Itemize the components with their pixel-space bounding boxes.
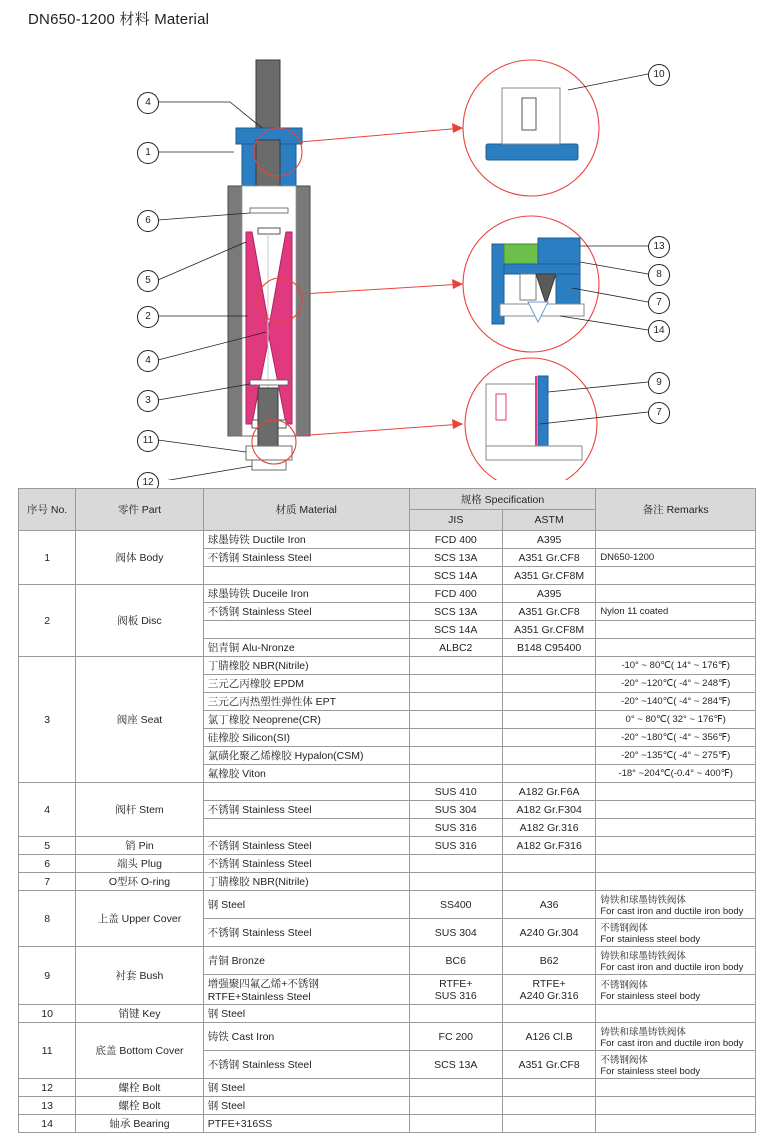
cell-material: 球墨铸铁 Duceile Iron	[203, 585, 409, 603]
cell-remarks: -20° ~180℃( -4° ~ 356℉)	[596, 729, 756, 747]
table-row	[19, 657, 756, 675]
cell-spec-astm	[502, 711, 595, 729]
cell-spec-astm	[502, 1079, 595, 1097]
cell-spec-jis	[409, 1115, 502, 1133]
detail-bot-body	[486, 384, 538, 446]
cell-spec-astm	[502, 675, 595, 693]
cell-spec-jis: RTFE+ SUS 316	[409, 975, 502, 1005]
cell-spec-astm	[502, 765, 595, 783]
callout-13[interactable]: 13	[648, 236, 670, 258]
cell-material: 青铜 Bronze	[203, 947, 409, 975]
cell-spec-astm	[502, 657, 595, 675]
callout-9[interactable]: 9	[648, 372, 670, 394]
cell-material: 钢 Steel	[203, 1079, 409, 1097]
detail-mid-stem	[536, 274, 556, 304]
cell-material: 三元乙丙橡胶 EPDM	[203, 675, 409, 693]
stem-upper	[256, 140, 280, 190]
cell-no: 6	[19, 855, 76, 873]
table-row	[19, 1005, 756, 1023]
cell-spec-jis: SUS 316	[409, 819, 502, 837]
cell-material: 不锈钢 Stainless Steel	[203, 837, 409, 855]
cell-spec-astm: A351 Gr.CF8	[502, 603, 595, 621]
cell-remarks	[596, 1005, 756, 1023]
cell-spec-jis: SCS 13A	[409, 603, 502, 621]
pin-detail	[250, 380, 288, 385]
cell-material: 氟橡胶 Viton	[203, 765, 409, 783]
cell-part: 衬套 Bush	[76, 947, 204, 1005]
cell-remarks	[596, 1079, 756, 1097]
cell-spec-jis: SUS 410	[409, 783, 502, 801]
cell-spec-jis: FCD 400	[409, 585, 502, 603]
cell-spec-jis: BC6	[409, 947, 502, 975]
cell-spec-jis	[409, 1005, 502, 1023]
cell-remarks	[596, 1097, 756, 1115]
cell-part: 阀板 Disc	[76, 585, 204, 657]
callout-2[interactable]: 2	[137, 306, 159, 328]
cell-spec-astm: A182 Gr.F6A	[502, 783, 595, 801]
cell-no: 10	[19, 1005, 76, 1023]
cell-remarks: -20° ~140℃( -4° ~ 284℉)	[596, 693, 756, 711]
cell-spec-jis: FC 200	[409, 1023, 502, 1051]
cell-spec-astm: A182 Gr.F304	[502, 801, 595, 819]
th-remarks: 备注 Remarks	[596, 489, 756, 531]
cell-part: 上盖 Upper Cover	[76, 891, 204, 947]
cell-material: 不锈钢 Stainless Steel	[203, 919, 409, 947]
th-part: 零件 Part	[76, 489, 204, 531]
th-no: 序号 No.	[19, 489, 76, 531]
detail-top-key	[522, 98, 536, 130]
callout-8[interactable]: 8	[648, 264, 670, 286]
th-spec: 规格 Specification	[409, 489, 596, 510]
cell-spec-astm	[502, 747, 595, 765]
table-row	[19, 1115, 756, 1133]
cell-remarks	[596, 639, 756, 657]
cell-part: 销键 Key	[76, 1005, 204, 1023]
cell-spec-jis: SUS 304	[409, 919, 502, 947]
plug-detail	[250, 208, 288, 213]
cell-material: 铝青铜 Alu-Nronze	[203, 639, 409, 657]
detail-bot-wall	[538, 376, 548, 454]
table-row	[19, 855, 756, 873]
cell-remarks	[596, 783, 756, 801]
cell-part: O型环 O-ring	[76, 873, 204, 891]
cell-no: 4	[19, 783, 76, 837]
cell-spec-jis: SS400	[409, 891, 502, 919]
cell-spec-jis: FCD 400	[409, 531, 502, 549]
cell-spec-astm	[502, 873, 595, 891]
cell-spec-jis	[409, 855, 502, 873]
cell-remarks	[596, 621, 756, 639]
callout-4-mid[interactable]: 4	[137, 350, 159, 372]
cell-part: 螺栓 Bolt	[76, 1079, 204, 1097]
cell-part: 轴承 Bearing	[76, 1115, 204, 1133]
valve-drawing	[0, 32, 774, 488]
table-row	[19, 1023, 756, 1051]
body-wall-right	[296, 186, 310, 436]
cell-spec-jis: ALBC2	[409, 639, 502, 657]
cell-spec-astm	[502, 729, 595, 747]
cell-spec-astm	[502, 693, 595, 711]
page-title: DN650-1200 材料 Material	[28, 11, 210, 28]
table-body	[19, 531, 756, 1133]
detail-bot-oring-slot	[496, 394, 506, 420]
cell-spec-astm: B62	[502, 947, 595, 975]
detail-mid-bush	[520, 274, 536, 300]
th-spec-astm: ASTM	[502, 510, 595, 531]
stem-lower	[258, 388, 278, 448]
cell-material: 不锈钢 Stainless Steel	[203, 1051, 409, 1079]
cell-no: 9	[19, 947, 76, 1005]
cell-remarks	[596, 1115, 756, 1133]
callout-7-mid[interactable]: 7	[648, 292, 670, 314]
table-row	[19, 1079, 756, 1097]
cell-remarks: -18° ~204℃(-0.4° ~ 400℉)	[596, 765, 756, 783]
cell-spec-jis	[409, 711, 502, 729]
cell-no: 1	[19, 531, 76, 585]
cell-spec-astm: A395	[502, 585, 595, 603]
cell-material: 不锈钢 Stainless Steel	[203, 549, 409, 567]
cell-remarks: 铸铁和球墨铸铁阀体 For cast iron and ductile iron body	[596, 891, 756, 919]
cell-remarks: 铸铁和球墨铸铁阀体 For cast iron and ductile iron body	[596, 947, 756, 975]
detail-bot-base	[486, 446, 582, 460]
cell-spec-astm: A182 Gr.316	[502, 819, 595, 837]
cell-remarks	[596, 567, 756, 585]
cell-material: 不锈钢 Stainless Steel	[203, 603, 409, 621]
cell-remarks: 不锈钢阀体 For stainless steel body	[596, 975, 756, 1005]
bottom-cover-plate	[252, 460, 286, 470]
cell-remarks	[596, 837, 756, 855]
cell-material: 三元乙丙热塑性弹性体 EPT	[203, 693, 409, 711]
cell-spec-astm: A351 Gr.CF8M	[502, 621, 595, 639]
callout-7-bot[interactable]: 7	[648, 402, 670, 424]
cell-material	[203, 819, 409, 837]
cell-spec-jis	[409, 873, 502, 891]
cell-spec-astm: A126 Cl.B	[502, 1023, 595, 1051]
cell-remarks: Nylon 11 coated	[596, 603, 756, 621]
cell-remarks	[596, 819, 756, 837]
cell-no: 14	[19, 1115, 76, 1133]
cell-spec-jis	[409, 729, 502, 747]
cell-no: 8	[19, 891, 76, 947]
cell-material: 钢 Steel	[203, 891, 409, 919]
cell-no: 7	[19, 873, 76, 891]
cell-material	[203, 567, 409, 585]
cell-material: 丁腈橡胶 NBR(Nitrile)	[203, 873, 409, 891]
cell-remarks	[596, 855, 756, 873]
cell-spec-astm: B148 C95400	[502, 639, 595, 657]
table-row	[19, 531, 756, 549]
callout-6[interactable]: 6	[137, 210, 159, 232]
cell-remarks: -20° ~120℃( -4° ~ 248℉)	[596, 675, 756, 693]
cell-spec-jis	[409, 747, 502, 765]
cell-remarks: 不锈钢阀体 For stainless steel body	[596, 919, 756, 947]
material-table	[18, 488, 756, 1133]
callout-14[interactable]: 14	[648, 320, 670, 342]
cell-material: 球墨铸铁 Ductile Iron	[203, 531, 409, 549]
cell-spec-astm: A395	[502, 531, 595, 549]
cell-spec-astm: A351 Gr.CF8	[502, 549, 595, 567]
cell-no: 12	[19, 1079, 76, 1097]
table-row	[19, 585, 756, 603]
cell-remarks: 铸铁和球墨铸铁阀体 For cast iron and ductile iron body	[596, 1023, 756, 1051]
cell-no: 2	[19, 585, 76, 657]
cell-spec-jis	[409, 1097, 502, 1115]
cell-spec-astm: A351 Gr.CF8M	[502, 567, 595, 585]
cell-part: 阀杆 Stem	[76, 783, 204, 837]
cell-part: 端头 Plug	[76, 855, 204, 873]
cell-material: 氯丁橡胶 Neoprene(CR)	[203, 711, 409, 729]
cell-remarks	[596, 873, 756, 891]
cell-spec-jis	[409, 693, 502, 711]
cell-part: 阀体 Body	[76, 531, 204, 585]
callout-11[interactable]: 11	[137, 430, 159, 452]
cell-material: 钢 Steel	[203, 1097, 409, 1115]
cell-remarks	[596, 585, 756, 603]
cell-spec-jis: SCS 13A	[409, 549, 502, 567]
callout-5[interactable]: 5	[137, 270, 159, 292]
cell-remarks: -20° ~135℃( -4° ~ 275℉)	[596, 747, 756, 765]
cell-spec-astm: A351 Gr.CF8	[502, 1051, 595, 1079]
callout-12[interactable]: 12	[137, 472, 159, 494]
callout-10[interactable]: 10	[648, 64, 670, 86]
cell-material: 钢 Steel	[203, 1005, 409, 1023]
cell-spec-jis	[409, 657, 502, 675]
table-row	[19, 1097, 756, 1115]
cell-spec-astm	[502, 1115, 595, 1133]
cell-no: 13	[19, 1097, 76, 1115]
body-wall-left	[228, 186, 242, 436]
cell-spec-astm: A240 Gr.304	[502, 919, 595, 947]
cell-part: 销 Pin	[76, 837, 204, 855]
cell-material	[203, 621, 409, 639]
disc-top	[258, 228, 280, 234]
cell-no: 3	[19, 657, 76, 783]
cell-remarks: -10° ~ 80℃( 14° ~ 176℉)	[596, 657, 756, 675]
cell-no: 11	[19, 1023, 76, 1079]
detail-top-base	[486, 144, 578, 160]
cell-material: 丁腈橡胶 NBR(Nitrile)	[203, 657, 409, 675]
cell-spec-jis	[409, 675, 502, 693]
cell-spec-astm: A36	[502, 891, 595, 919]
cell-spec-jis: SCS 14A	[409, 567, 502, 585]
cell-no: 5	[19, 837, 76, 855]
table-row	[19, 891, 756, 919]
detail-mid-green	[504, 244, 538, 264]
cell-spec-jis: SUS 316	[409, 837, 502, 855]
cell-spec-jis	[409, 765, 502, 783]
cell-material: 铸铁 Cast Iron	[203, 1023, 409, 1051]
table-head	[19, 489, 756, 531]
table-header-row	[19, 489, 756, 510]
cell-part: 阀座 Seat	[76, 657, 204, 783]
cell-spec-jis	[409, 1079, 502, 1097]
cell-spec-jis: SCS 13A	[409, 1051, 502, 1079]
cell-remarks: 不锈钢阀体 For stainless steel body	[596, 1051, 756, 1079]
detail-mid-cover	[538, 238, 580, 264]
cell-material: 不锈钢 Stainless Steel	[203, 801, 409, 819]
callout-3[interactable]: 3	[137, 390, 159, 412]
cell-remarks: DN650-1200	[596, 549, 756, 567]
cell-remarks	[596, 801, 756, 819]
cell-spec-astm: RTFE+ A240 Gr.316	[502, 975, 595, 1005]
cell-part: 底盖 Bottom Cover	[76, 1023, 204, 1079]
cell-spec-astm	[502, 1097, 595, 1115]
table-row	[19, 837, 756, 855]
table-row	[19, 947, 756, 975]
callout-1[interactable]: 1	[137, 142, 159, 164]
cell-spec-jis: SCS 14A	[409, 621, 502, 639]
th-spec-jis: JIS	[409, 510, 502, 531]
cell-material: 氯磺化聚乙烯橡胶 Hypalon(CSM)	[203, 747, 409, 765]
cell-material: 不锈钢 Stainless Steel	[203, 855, 409, 873]
cell-spec-astm	[502, 1005, 595, 1023]
cell-material: 硅橡胶 Silicon(SI)	[203, 729, 409, 747]
cell-remarks	[596, 531, 756, 549]
table-row	[19, 783, 756, 801]
th-material: 材质 Material	[203, 489, 409, 531]
cell-material: 增强聚四氟乙烯+不锈钢 RTFE+Stainless Steel	[203, 975, 409, 1005]
cell-part: 螺栓 Bolt	[76, 1097, 204, 1115]
cell-spec-astm	[502, 855, 595, 873]
detail-mid-band	[504, 264, 580, 274]
table-row	[19, 873, 756, 891]
cell-spec-astm: A182 Gr.F316	[502, 837, 595, 855]
callout-4-top[interactable]: 4	[137, 92, 159, 114]
cell-material	[203, 783, 409, 801]
cell-remarks: 0° ~ 80℃( 32° ~ 176℉)	[596, 711, 756, 729]
cell-spec-jis: SUS 304	[409, 801, 502, 819]
cell-material: PTFE+316SS	[203, 1115, 409, 1133]
